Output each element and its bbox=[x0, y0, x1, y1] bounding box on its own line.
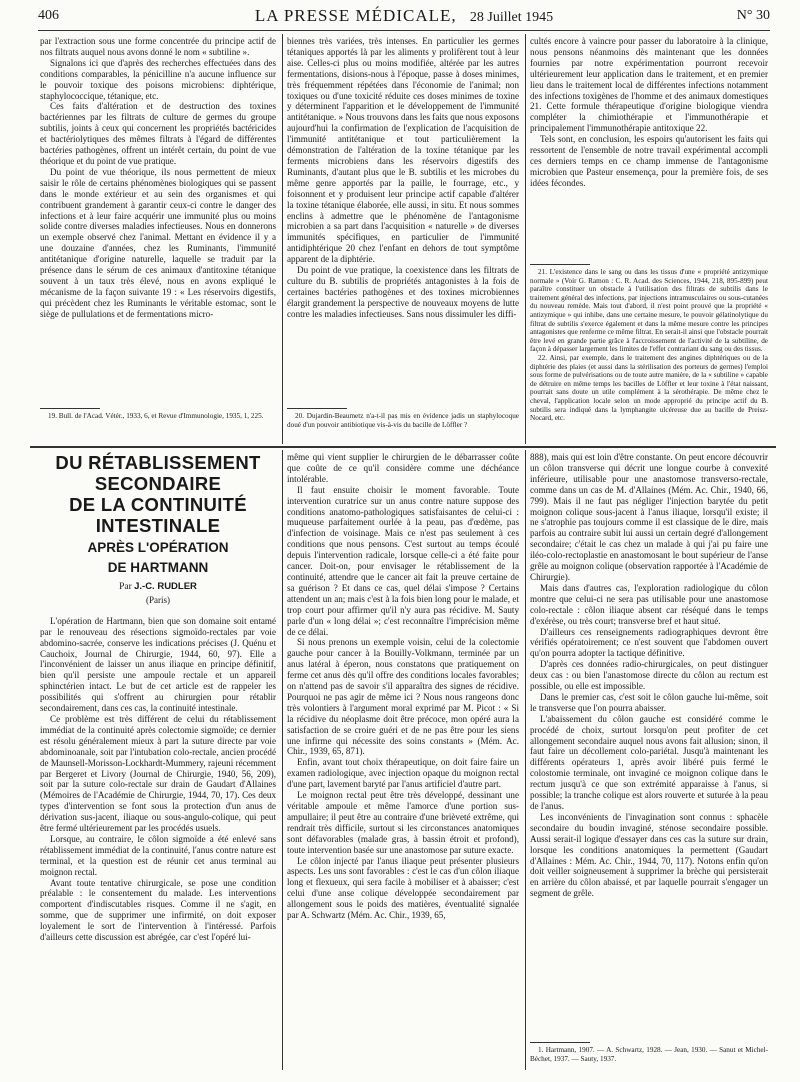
top-column-1 bbox=[40, 36, 276, 406]
paragraph: par l'extraction sous une forme concentrée du principe actif de nos filtrats auquel nous avons donné le nom « subtiline ». bbox=[40, 36, 276, 57]
article-column-3 bbox=[530, 452, 768, 1038]
paragraph: même qui vient supplier le chirurgien de le débarrasser coûte que coûte de ce qu'il considère comme une déchéance intolérable. bbox=[287, 452, 519, 484]
paragraph: Si nous prenons un exemple voisin, celui de la colectomie gauche pour cancer à la Bouilly-Volkmann, terminée par un anus latéral à éperon, nous constatons que pratiquement on ferme cet anus dès qu'il offre des conditions locales favorables; on n'attend pas de savoir s'il apparaîtra des signes de récidive. Pourquoi ne pas agir de même ici ? Nous nous rangeons donc très volontiers à l'argument moral exprimé par M. Picot : « Si la récidive du néoplasme doit être précoce, mon opéré aura la satisfaction de se croire guéri et de ne pas être pour les siens une infirme qui nécessite des soins constants » (Mém. Ac. Chir., 1939, 65, 871). bbox=[287, 637, 519, 757]
title-line: APRÈS L'OPÉRATION bbox=[87, 540, 229, 555]
article-column-3-footnote bbox=[530, 1046, 768, 1070]
page-header bbox=[38, 6, 770, 28]
column-rule bbox=[282, 450, 283, 1070]
paragraph: 888), mais qui est loin d'être constante. On peut encore découvrir un côlon transverse qui décrit une longue courbe à convexité inférieure, utilisable pour une anastomose transverso-rectale, comme dans un cas de M. d'Allaines (Mém. Ac. Chir., 1940, 66, 799). Mais il ne faut pas négliger l'injection barytée du petit moignon colique sous-jacent à l'anus iliaque, lorsqu'il existe; il ne s'atrophie pas toujours comme il est classique de le dire, mais parfois au contraire subit lui aussi un certain degré d'allongement secondaire; c'était le cas chez un malade à qui j'ai pu faire une iléo-colo-rectoplastie en anastomosant le bout supérieur de l'anse grêle au moignon colique (observation rapportée à l'Académie de Chirurgie). bbox=[530, 452, 768, 582]
page-number: 406 bbox=[38, 8, 59, 23]
column-rule bbox=[282, 34, 283, 444]
paragraph: L'abaissement du côlon gauche est considéré comme le procédé de choix, surtout lorsqu'on peut profiter de cet allongement secondaire auquel nous avons fait allusion; sinon, il faut faire un décollement colo-pariétal. Jusqu'à maintenant les différents opérateurs 1, après avoir libéré puis fermé le colostomie terminale, ont invaginé ce moignon colique dans le rectum jusqu'à ce que son extrémité apparaisse à l'anus, si possible; la tranche colique est alors rouverte et suturée à la peau de l'anus. bbox=[530, 713, 768, 811]
title-line: INTESTINALE bbox=[95, 515, 221, 536]
issue-date: 28 Juillet 1945 bbox=[469, 10, 554, 25]
paragraph: Tels sont, en conclusion, les espoirs qu'autorisent les faits qui ressortent de l'ensemble de notre travail expérimental accompli ces derniers temps en ce champ immense de l'antagonisme microbien que Pasteur ensemença, pour la première fois, de ses idées fécondes. bbox=[530, 134, 768, 188]
paragraph: cultés encore à vaincre pour passer du laboratoire à la clinique, nous pensons néanmoins dès maintenant que les données fournies par notre expérimentation pourront recevoir ultérieurement leur application dans le traitement, et en premier lieu dans le traitement local de différentes infections notamment des infections toxigènes de l'homme et des animaux domestiques 21. Cette formule thérapeutique d'origine biologique viendra compléter la chimiothérapie et l'immunothérapie et principalement l'immunothérapie antitoxique 22. bbox=[530, 36, 768, 134]
footnote: 19. Bull. de l'Acad. Vétér., 1933, 6, et Revue d'Immunologie, 1935, 1, 225. bbox=[48, 412, 264, 420]
paragraph: Le moignon rectal peut être très développé, dessinant une véritable ampoule et même l'amorce d'une portion sus-ampullaire; il peut être au contraire d'une brièveté extrême, qui rendrait très difficile, surtout si les circonstances anatomiques sont défavorables (malade gras, à bassin étroit et profond), toute intervention basée sur une anastomose par suture exacte. bbox=[287, 790, 519, 855]
paragraph: Signalons ici que d'après des recherches effectuées dans des conditions comparables, la pénicilline n'a aucune influence sur le pouvoir toxique des poisons microbiens: diphtérique, staphylococcique, tétanique, etc. bbox=[40, 57, 276, 101]
top-column-3 bbox=[530, 36, 768, 262]
footnote-rule bbox=[530, 264, 590, 265]
column-rule bbox=[525, 34, 526, 444]
author-name: J.-C. RUDLER bbox=[134, 581, 197, 592]
paragraph: Ces faits d'altération et de destruction des toxines bactériennes par les filtrats de culture de germes du groupe subtilis, joints à ceux qui concernent les propriétés bactéricides et bactériolytiques des mêmes filtrats à l'égard de différentes bactéries pathogènes, offrent un intérêt certain, du point de vue théorique et du point de vue pratique. bbox=[40, 101, 276, 166]
footnote: 1. Hartmann, 1907. — A. Schwartz, 1928. — Jean, 1930. — Sanut et Michel-Béchet, 1937. — Sauty, 1937. bbox=[530, 1046, 768, 1063]
paragraph: Il faut ensuite choisir le moment favorable. Toute intervention curatrice sur un anus contre nature suppose des conditions anatomo-pathologiques satisfaisantes de celui-ci : muqueuse parfaitement ourlée à la peau, pas d'œdème, pas d'infection de voisinage. Mais ce n'est pas seulement à ces conditions que nous pensons. C'est surtout au temps écoulé depuis l'intervention radicale, lorsque celle-ci a été faite pour cancer. Doit-on, pour envisager le rétablissement de la continuité, attendre que le cancer ait fait la preuve certaine de sa guérison ? Et dans ce cas, quel délai s'impose ? Certains attendent un an; mais c'est à la fois bien long pour le malade, et trop court pour affirmer qu'il n'y aura pas récidive. M. Sauty parle d'un « long délai »; c'est reconnaître l'imprécision même de ce délai. bbox=[287, 484, 519, 637]
author-place: (Paris) bbox=[146, 594, 170, 605]
paragraph: biennes très variées, très intenses. En particulier les germes tétaniques apportés là par les aliments y prolifèrent tout à leur aise. Celles-ci plus ou moins modifiée, altérée par les autres fermentations, disions-nous à l'époque, passe à doses minimes, très fréquemment répétées dans l'économie de l'animal; non toxiques ou d'une toxicité réduite ces doses minimes de toxine y déterminent l'apparition et le développement de l'immunité antitétanique. » Nous trouvons dans les faits que nous exposons aujourd'hui la confirmation de l'explication de l'acquisition de l'immunité antitétanique et tout particulièrement la démonstration de l'altération de la toxine tétanique par les ferments microbiens dans les réservoirs digestifs des Ruminants, d'autant plus que le B. subtilis et les microbes du même genre apportés par la paille, le fourrage, etc., y foisonnent et y produisent leur principe actif capable d'altérer la toxine tétanique élaborée, elle aussi, in situ. Et nous sommes enclins à admettre que le phénomène de l'antagonisme microbien a sa part dans l'acquisition « naturelle » de diverses immunités spécifiques, en particulier de l'immunité antidiphtérique 20 chez l'enfant en dehors de tout symptôme apparent de la diphtérie. bbox=[287, 36, 519, 265]
issue-number: N° 30 bbox=[736, 8, 770, 23]
header-rule bbox=[38, 30, 770, 31]
paragraph: Avant toute tentative chirurgicale, se pose une condition préalable : le consentement du malade. Les interventions comportent d'indiscutables risques. Comme il ne s'agit, en somme, que de supprimer une infirmité, on doit exposer loyalement le sort de l'intervention à l'intéressé. Parfois d'ailleurs cette discussion est abrégée, car c'est l'opéré lui- bbox=[40, 877, 276, 943]
paragraph: D'ailleurs ces renseignements radiographiques devront être vérifiés opératoirement; ce n'est souvent que l'abdomen ouvert qu'on pourra adopter la tactique définitive. bbox=[530, 626, 768, 659]
top-column-1-footnote bbox=[40, 412, 276, 442]
footnote-rule bbox=[40, 408, 100, 409]
title-line: DU RÉTABLISSEMENT SECONDAIRE bbox=[55, 452, 261, 494]
paragraph: Du point de vue pratique, la coexistence dans les filtrats de culture du B. subtilis de propriétés antagonistes à la fois de certaines bactéries pathogènes et des toxines microbiennes élargit grandement la perspective de nouveaux moyens de lutte contre les maladies infectieuses. Sans nous dissimuler les diffi- bbox=[287, 265, 519, 319]
article-column-1 bbox=[40, 452, 276, 1064]
top-column-2 bbox=[287, 36, 519, 406]
paragraph: Du point de vue théorique, ils nous permettent de mieux saisir le rôle de certains phénomènes biologiques qui se passent dans le monde extérieur et au sein des organismes et qui contribuent grandement à garantir ceux-ci contre le danger des infections et à leur faire acquérir une immunité plus ou moins solide contre diverses maladies infectieuses. Nous en donnerons un exemple observé chez l'animal. Mettant en évidence il y a une douzaine d'années, chez les Ruminants, l'immunité antitétanique d'origine naturelle, laquelle se traduit par la présence dans le sérum de ces animaux d'antitoxine tétanique souvent à un taux très élevé, nous en avons expliqué le mécanisme de la façon suivante 19 : « Les réservoirs digestifs, qui précèdent chez les Ruminants le véritable estomac, sont le siège de pullulations et de fermentations micro- bbox=[40, 166, 276, 319]
title-line: DE HARTMANN bbox=[107, 560, 209, 575]
paragraph: Lorsque, au contraire, le côlon sigmoïde a été enlevé sans rétablissement immédiat de la continuité, l'anus contre nature est terminal, et la question est de réunir cet anus terminal au moignon rectal. bbox=[40, 833, 276, 877]
footnote: 22. Ainsi, par exemple, dans le traitement des angines diphtériques ou de la diphtérie des plaies (et aussi dans la stérilisation des porteurs de germes) l'emploi sous forme de pulvérisations ou de toute autre manière, de la « subtiline » capable de détruire en même temps les bacilles de Löffler et leur toxine à l'état naissant, pourrait sans doute un utile complément à la sérothérapie. De même chez le cheval, l'application locale selon un mode approprié du principe actif du B. subtilis sera indiqué dans la lymphangite ulcéreuse due au bacille de Preisz-Nocard, etc. bbox=[530, 353, 768, 423]
journal-name: LA PRESSE MÉDICALE, bbox=[254, 6, 457, 25]
footnote: 20. Dujardin-Beaumetz n'a-t-il pas mis en évidence jadis un staphylocoque doué d'un pouvoir antibiotique vis-à-vis du bacille de Löffler ? bbox=[287, 412, 519, 429]
article-title bbox=[40, 452, 276, 576]
paragraph: Les inconvénients de l'invagination sont connus : sphacèle secondaire du boudin invaginé, sténose secondaire possible. Aussi serait-il logique d'essayer dans ces cas la suture sur drain, lorsque les conditions anatomiques la permettent (Gaudart d'Allaines : Mém. Ac. Chir., 1944, 70, 117). Notons enfin qu'on doit veiller soigneusement à supprimer la brèche qui persisterait en arrière du côlon abaissé, et par laquelle pourrait s'engager un segment de grêle. bbox=[530, 811, 768, 899]
paragraph: L'opération de Hartmann, bien que son domaine soit entamé par le renouveau des résections sigmoïdo-rectales par voie abdomino-sacrée, conserve les indications précises (J. Quénu et Cauchoix, Journal de Chirurgie, 1944, 60, 97). Elle a l'inconvénient de laisser un anus iliaque en principe définitif, bien qu'il persiste une ampoule rectale et un appareil sphinctérien intact. Le but de cet article est de rappeler les possibilités qui s'offrent au chirurgien pour rétablir secondairement, dans ces cas, la continuité intestinale. bbox=[40, 615, 276, 714]
paragraph: Le côlon injecté par l'anus iliaque peut présenter plusieurs aspects. Les uns sont favorables : c'est le cas d'un côlon iliaque long et flexueux, qui sera facile à mobiliser et à abaisser; c'est celui d'une anse colique développée secondairement par allongement sous le poids des matières, éventualité signalée par A. Schwartz (Mém. Ac. Chir., 1939, 65, bbox=[287, 855, 519, 921]
paragraph: Dans le premier cas, c'est soit le côlon gauche lui-même, soit le transverse que l'on pourra abaisser. bbox=[530, 691, 768, 713]
paragraph: Ce problème est très différent de celui du rétablissement immédiat de la continuité après colectomie sigmoïde; ce dernier est résolu généralement mieux à part la suture directe par voie abdominoanale, soit par l'intubation colo-rectale, ancien procédé de Maunsell-Morisson-Lockhardt-Mummery, rajeuni récemment par Bergeret et Livory (Journal de Chirurgie, 1940, 56, 209), soit par la suture colo-rectale sur drain de Gaudart d'Allaines (Mémoires de l'Académie de Chirurgie, 1944, 70, 17). Ces deux types d'intervention se font sous la protection d'un anus de dérivation sus-jacent, iliaque ou sous-angulo-colique, qui peut être fermé ultérieurement par les procédés usuels. bbox=[40, 713, 276, 834]
footnote-rule bbox=[530, 1042, 590, 1043]
title-line: DE LA CONTINUITÉ bbox=[69, 494, 247, 515]
top-column-2-footnote bbox=[287, 412, 519, 442]
column-rule bbox=[525, 450, 526, 1070]
article-column-2 bbox=[287, 452, 519, 1064]
byline bbox=[40, 582, 276, 593]
section-divider bbox=[30, 446, 776, 448]
paragraph: Enfin, avant tout choix thérapeutique, on doit faire faire un examen radiologique, avec injection opaque du moignon rectal d'une part, lavement baryté par l'anus artificiel d'autre part. bbox=[287, 757, 519, 790]
footnote: 21. L'existence dans le sang ou dans les tissus d'une « propriété antizymique normale » (Voir G. Ramon : C. R. Acad. des Sciences, 1944, 218, 895-899) peut paraître constituer un obstacle à l'utilisation des filtrats de subtilis dans le traitement général des infections, par injections intramusculaires ou sous-cutanées du nouveau remède. Mais tout d'abord, il n'est point prouvé que la propriété « antizymique » qui inhibe, dans une certaine mesure, le pouvoir gélatinolytique du filtrat de subtilis s'exerce également et dans la même mesure contre les principes antagonistes que renferme ce même filtrat. En serait-il ainsi que l'obstacle pourrait être levé en grande partie grâce à l'accroissement de l'activité de la subtiline, de façon à dépasser largement les limites de l'effet contrariant du sang ou des tissus. bbox=[530, 268, 768, 354]
paragraph: D'après ces données radio-chirurgicales, on peut distinguer deux cas : ou bien l'anastomose directe du côlon au rectum est possible, ou elle est impossible. bbox=[530, 659, 768, 692]
journal-title bbox=[38, 6, 770, 26]
paragraph: Mais dans d'autres cas, l'exploration radiologique du côlon montre que celui-ci ne sera pas utilisable pour une anastomose colo-rectale : côlon iliaque absent car réséqué dans le temps d'exérèse, ou très court; transverse bref et haut situé. bbox=[530, 582, 768, 626]
footnote-rule bbox=[287, 408, 347, 409]
byline-prefix: Par bbox=[119, 582, 132, 592]
top-column-3-footnotes bbox=[530, 268, 768, 444]
